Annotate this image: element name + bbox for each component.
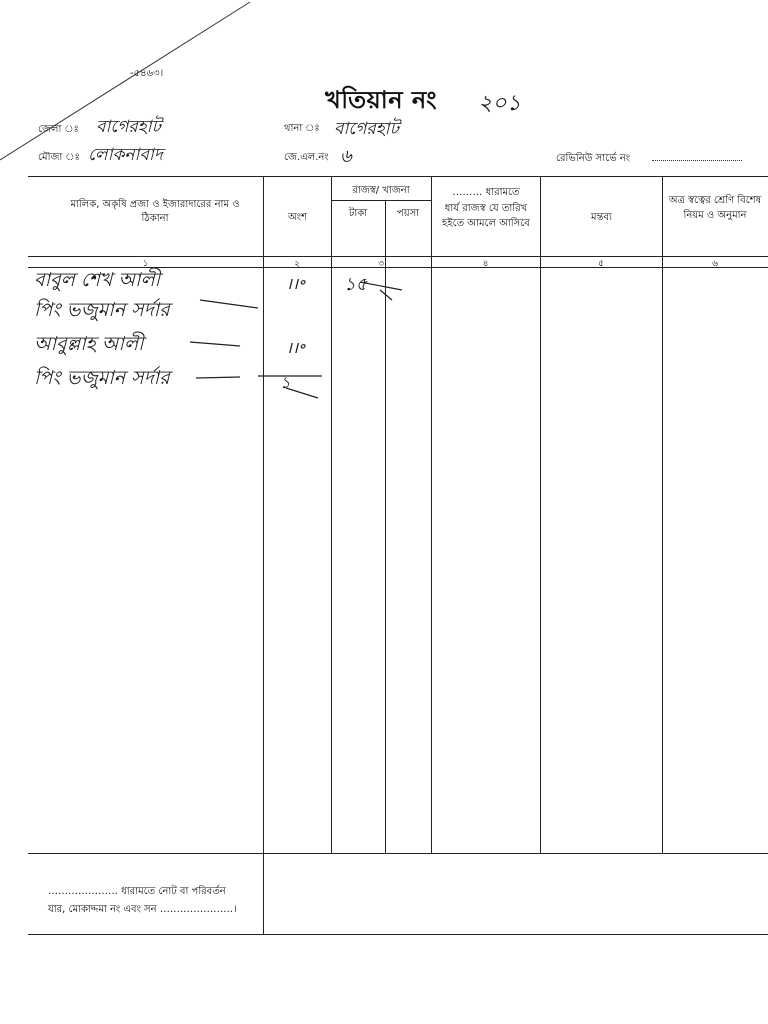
khatian-number: ২০১: [478, 91, 521, 116]
owner-row-1-name: বাবুল শেখ আলী: [34, 269, 161, 291]
jl-value: ৬: [340, 146, 352, 167]
col-number-5: ৫: [598, 259, 604, 269]
col-owner-header: মালিক, অকৃষি প্রজা ও ইজারাদারের নাম ও ঠিকানা: [70, 199, 240, 224]
jl-label: জে.এল.নং: [284, 152, 329, 163]
revenue-survey-label: রেভিনিউ সার্ভে নং: [556, 153, 631, 164]
owner-row-3-name: আবুল্লাহ আলী: [34, 333, 144, 355]
col-share-header: অংশ: [288, 212, 307, 223]
col-number-2: ২: [294, 259, 300, 269]
thana-label: থানা ঃ: [284, 123, 320, 134]
zila-label: জেলা ঃ: [38, 124, 79, 135]
corner-number: -৫৪৬৩।: [130, 68, 164, 79]
col-date-header: ধার্য রাজস্ব যে তারিখ হইতে আমলে আসিবে: [442, 203, 530, 229]
col-paisa-header: পয়সা: [396, 208, 420, 219]
mouza-value: লোকনাবাদ: [88, 145, 163, 165]
col-number-4: ৪: [482, 259, 489, 269]
owner-row-1-taka: ১৫: [344, 274, 368, 295]
col-section-dots: ……… ধারামতে: [452, 187, 520, 198]
col-number-1: ১: [142, 259, 149, 269]
footer-note-line-1: ………………… ধারামতে নোট বা পরিবর্তন: [48, 886, 226, 897]
mouza-label: মৌজা ঃ: [38, 152, 80, 163]
page-title: খতিয়ান নং: [325, 86, 438, 114]
owner-row-3-share: ।।॰: [286, 338, 305, 357]
col-number-6: ৬: [712, 259, 718, 269]
owner-row-4-name: পিং ভজুমান সর্দার: [34, 367, 170, 389]
col-number-3: ৩: [378, 259, 384, 269]
col-revenue-header: রাজস্ব/ খাজনা: [352, 185, 410, 196]
owner-row-1-share: ।।॰: [286, 274, 305, 293]
thana-value: বাগেরহাট: [334, 119, 399, 139]
owner-row-2-name: পিং ভজুমান সর্দার: [34, 299, 170, 321]
zila-value: বাগেরহাট: [96, 117, 161, 137]
col-taka-header: টাকা: [348, 208, 368, 219]
share-total-mark: ১: [280, 373, 291, 392]
footer-note-line-2: যার, মোকাদ্দমা নং এবং সন ………………….।: [48, 904, 237, 915]
col-class-header: অত্র স্বত্বের শ্রেণি বিশেষ নিয়ম ও অনুমান: [668, 195, 762, 221]
col-remarks-header: মন্তব্য: [591, 212, 612, 223]
